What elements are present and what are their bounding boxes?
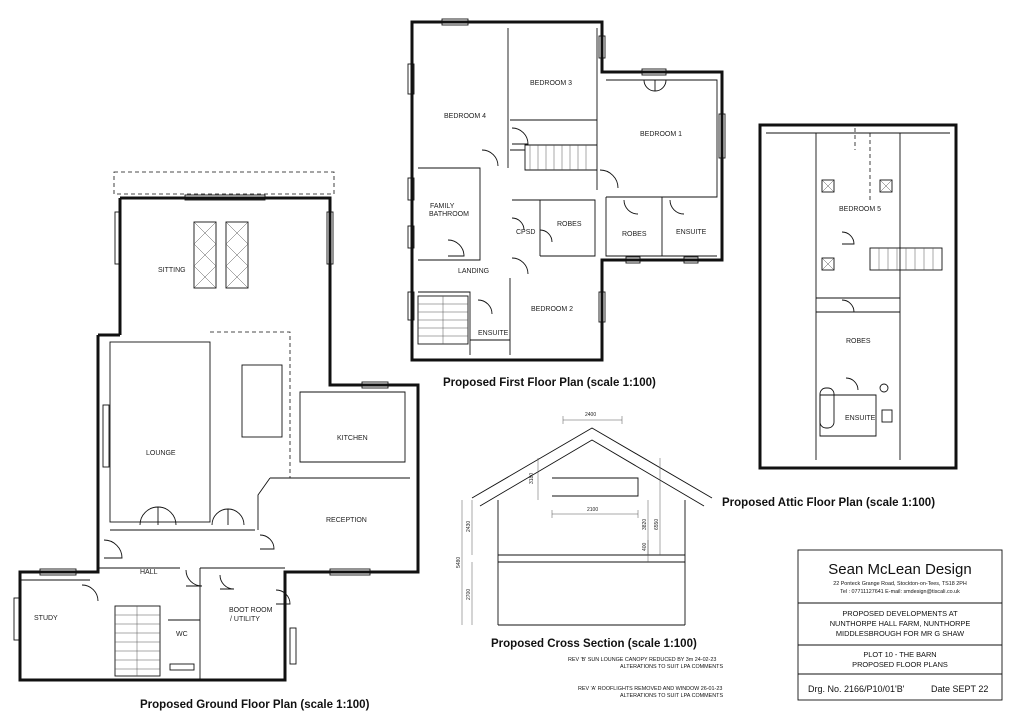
ground-floor-title: Proposed Ground Floor Plan (scale 1:100) bbox=[140, 699, 370, 711]
dim-3820: 3820 bbox=[642, 518, 648, 530]
ground-outer-walls bbox=[20, 335, 418, 680]
room-label-reception: RECEPTION bbox=[326, 517, 367, 524]
drawing-number: Drg. No. 2166/P10/01'B' bbox=[808, 684, 905, 694]
room-label-attic-robes: ROBES bbox=[846, 338, 871, 345]
first-floor-windows bbox=[408, 19, 725, 322]
project-line-3: MIDDLESBROUGH FOR MR G SHAW bbox=[835, 629, 965, 638]
room-label-kitchen: KITCHEN bbox=[337, 435, 368, 442]
attic-floor-title: Proposed Attic Floor Plan (scale 1:100) bbox=[722, 497, 936, 509]
window bbox=[290, 628, 296, 664]
room-label-robes-b: ROBES bbox=[622, 231, 647, 238]
first-floor-stairs bbox=[418, 145, 586, 344]
room-label-bedroom3: BEDROOM 3 bbox=[530, 80, 573, 87]
sitting-walls bbox=[120, 198, 330, 338]
section-walls bbox=[498, 500, 685, 625]
attic-dashed bbox=[855, 128, 870, 200]
room-label-hall: HALL bbox=[140, 569, 158, 576]
room-label-utility: / UTILITY bbox=[230, 616, 260, 623]
room-label-cpsd: CPSD bbox=[516, 229, 536, 236]
dim-3180: 3180 bbox=[529, 472, 535, 484]
company-address: 22 Ponteck Grange Road, Stockton-on-Tees, TS18 2PH bbox=[833, 581, 967, 587]
room-label-family: FAMILY bbox=[430, 203, 455, 210]
drawing-date: Date SEPT 22 bbox=[931, 684, 989, 694]
stairs bbox=[115, 606, 160, 676]
dim-2700: 2700 bbox=[466, 588, 472, 600]
room-label-bedroom5: BEDROOM 5 bbox=[839, 206, 882, 213]
plot-line-1: PLOT 10 - THE BARN bbox=[863, 650, 937, 659]
cross-section-title: Proposed Cross Section (scale 1:100) bbox=[491, 638, 697, 650]
cross-section bbox=[456, 412, 712, 650]
company-name: Sean McLean Design bbox=[828, 561, 972, 578]
lounge-walls bbox=[110, 342, 210, 522]
title-block bbox=[798, 550, 1002, 700]
dim-2100: 2100 bbox=[587, 507, 599, 513]
rooflights bbox=[194, 222, 248, 288]
roof-line-outer bbox=[472, 428, 712, 498]
kitchen-units bbox=[300, 392, 405, 462]
dim-2400: 2400 bbox=[585, 412, 597, 418]
first-floor-plan bbox=[408, 19, 725, 389]
room-label-bedroom4: BEDROOM 4 bbox=[444, 113, 487, 120]
revision-b-line1: REV 'B' SUN LOUNGE CANOPY REDUCED BY 3m 24-02-23 bbox=[568, 657, 717, 663]
canopy-outline bbox=[114, 172, 334, 194]
project-line-1: PROPOSED DEVELOPMENTS AT bbox=[842, 609, 958, 618]
room-label-wc: WC bbox=[176, 631, 188, 638]
attic-floor-plan bbox=[722, 125, 956, 509]
room-label-ensuite-b: ENSUITE bbox=[478, 330, 509, 337]
revision-notes bbox=[568, 657, 723, 699]
window bbox=[103, 405, 109, 467]
revision-a-line1: REV 'A' ROOFLIGHTS REMOVED AND WINDOW 26-01-23 bbox=[578, 686, 723, 692]
plot-line-2: PROPOSED FLOOR PLANS bbox=[852, 660, 948, 669]
kitchen-island bbox=[242, 365, 282, 437]
first-floor-title: Proposed First Floor Plan (scale 1:100) bbox=[443, 377, 656, 389]
project-line-2: NUNTHORPE HALL FARM, NUNTHORPE bbox=[829, 619, 971, 628]
section-dimensions bbox=[462, 416, 660, 625]
dim-400: 400 bbox=[642, 542, 648, 551]
ground-floor-plan bbox=[14, 172, 418, 711]
room-label-study: STUDY bbox=[34, 615, 58, 622]
room-label-ensuite-a: ENSUITE bbox=[676, 229, 707, 236]
dim-2430: 2430 bbox=[466, 520, 472, 532]
dim-5480: 5480 bbox=[456, 556, 462, 568]
room-label-bedroom1: BEDROOM 1 bbox=[640, 131, 683, 138]
room-label-bathroom: BATHROOM bbox=[429, 211, 469, 218]
window bbox=[170, 664, 194, 670]
door-swings bbox=[82, 507, 290, 604]
room-label-attic-ensuite: ENSUITE bbox=[845, 415, 876, 422]
room-label-sitting: SITTING bbox=[158, 267, 186, 274]
overhead-line bbox=[210, 332, 300, 478]
revision-a-line2: ALTERATIONS TO SUIT LPA COMMENTS bbox=[620, 693, 724, 699]
company-contact: Tel : 07711127641 E-mail: smdesign@tiscali.co.uk bbox=[840, 589, 960, 595]
dim-6550: 6550 bbox=[654, 518, 660, 530]
attic-stairs bbox=[870, 248, 942, 270]
hall-walls bbox=[98, 530, 285, 680]
room-label-landing: LANDING bbox=[458, 268, 490, 275]
attic-door-swings bbox=[842, 232, 858, 390]
attic-ceiling bbox=[552, 478, 638, 496]
room-label-bedroom2: BEDROOM 2 bbox=[531, 306, 574, 313]
room-label-boot-room: BOOT ROOM bbox=[229, 607, 273, 614]
study-walls bbox=[20, 580, 200, 620]
revision-b-line2: ALTERATIONS TO SUIT LPA COMMENTS bbox=[620, 664, 724, 670]
attic-rooflights bbox=[822, 180, 892, 270]
attic-internal-walls bbox=[766, 133, 950, 460]
room-label-robes-a: ROBES bbox=[557, 221, 582, 228]
room-label-lounge: LOUNGE bbox=[146, 450, 176, 457]
